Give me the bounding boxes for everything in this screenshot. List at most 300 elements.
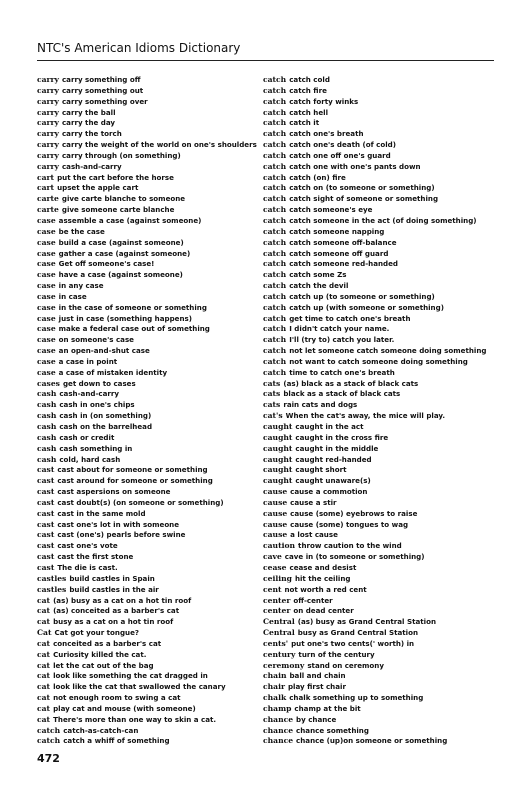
index-entry	[37, 455, 259, 466]
entry-headword: cease	[263, 562, 287, 572]
entry-phrase: gather a case (against someone)	[58, 248, 191, 258]
entry-phrase: catch one with one's pants down	[289, 161, 421, 171]
entry-headword: carry	[37, 107, 59, 117]
entry-phrase: Cat got your tongue?	[54, 628, 140, 638]
index-entry	[263, 736, 503, 747]
entry-phrase: not enough room to swing a cat	[53, 693, 181, 703]
index-entry	[263, 205, 503, 216]
index-entry	[263, 552, 503, 563]
entry-phrase: cast aspersions on someone	[57, 487, 171, 497]
entry-phrase: catch the devil	[289, 281, 349, 291]
entry-phrase: caught in the act	[295, 422, 364, 431]
entry-phrase: busy as a cat on a hot tin roof	[53, 617, 174, 627]
entry-headword: catch	[37, 736, 61, 746]
entry-headword: century	[263, 649, 296, 659]
entry-headword: catch	[263, 118, 287, 128]
index-entry	[37, 324, 259, 335]
entry-phrase: an open-and-shut case	[58, 346, 150, 356]
index-entry	[263, 455, 503, 466]
index-entry	[263, 97, 503, 108]
index-entry	[263, 314, 503, 325]
entry-headword: chance	[263, 725, 294, 735]
index-entry	[37, 444, 259, 455]
entry-phrase: give carte blanche to someone	[61, 194, 186, 204]
index-entry	[263, 671, 503, 682]
index-entry	[263, 606, 503, 617]
entry-headword: catch	[263, 140, 287, 150]
entry-phrase: catch someone napping	[289, 226, 385, 236]
entry-headword: cast	[37, 519, 55, 529]
entry-phrase: catch some Zs	[289, 270, 347, 280]
entry-phrase: cash or credit	[59, 432, 115, 442]
entry-phrase: not let someone catch someone doing something	[289, 346, 487, 356]
entry-phrase: cash something in	[59, 443, 133, 453]
index-entry	[37, 606, 259, 617]
entry-phrase: cause a stir	[290, 497, 337, 507]
entry-headword: carry	[37, 96, 59, 106]
entry-phrase: in any case	[58, 281, 104, 291]
index-entry	[37, 205, 259, 216]
entry-headword: cat	[37, 606, 51, 616]
entry-phrase: chance (up)on someone or something	[296, 736, 448, 746]
index-entry	[263, 129, 503, 140]
entry-phrase: catch-as-catch-can	[63, 725, 139, 735]
entry-headword: carry	[37, 75, 59, 84]
index-entry	[263, 498, 503, 509]
index-entry	[37, 736, 259, 747]
entry-phrase: catch sight of someone or something	[289, 194, 439, 204]
entry-headword: catch	[263, 150, 287, 160]
entry-headword: center	[263, 606, 291, 616]
left-column	[37, 75, 259, 747]
index-entry	[263, 650, 503, 661]
index-entry	[263, 520, 503, 531]
entry-phrase: carry something off	[61, 75, 141, 84]
entry-phrase: cold, hard cash	[59, 454, 121, 464]
entry-headword: cast	[37, 508, 55, 518]
entry-headword: caught	[263, 422, 293, 431]
entry-phrase: on dead center	[293, 606, 354, 616]
entry-headword: caught	[263, 465, 293, 475]
index-entry	[37, 726, 259, 737]
index-entry	[37, 238, 259, 249]
entry-phrase: cast in the same mold	[57, 508, 146, 518]
entry-phrase: build castles in the air	[69, 584, 159, 594]
entry-phrase: get down to cases	[62, 378, 136, 388]
entry-headword: case	[37, 226, 56, 236]
entry-phrase: hit the ceiling	[294, 573, 351, 583]
entry-phrase: catch on (to someone or something)	[289, 183, 435, 193]
entry-phrase: put one's two cents(' worth) in	[291, 638, 415, 648]
entry-phrase: catch fire	[289, 85, 327, 95]
index-entry	[263, 465, 503, 476]
entry-phrase: conceited as a barber's cat	[53, 638, 162, 648]
entry-headword: chance	[263, 736, 294, 746]
entry-phrase: catch it	[289, 118, 320, 128]
entry-headword: catch	[263, 335, 287, 345]
entry-headword: caught	[263, 476, 293, 486]
entry-headword: catch	[263, 85, 287, 95]
entry-headword: caught	[263, 443, 293, 453]
entry-phrase: look like the cat that swallowed the canary	[53, 682, 226, 692]
entry-phrase: cast the first stone	[57, 552, 134, 562]
entry-headword: catch	[263, 259, 287, 269]
entry-headword: case	[37, 302, 56, 312]
index-entry	[263, 249, 503, 260]
entry-headword: catch	[263, 248, 287, 258]
index-entry	[263, 368, 503, 379]
entry-headword: cause	[263, 487, 288, 497]
index-entry	[263, 346, 503, 357]
entry-headword: caught	[263, 454, 293, 464]
index-entry	[37, 129, 259, 140]
index-entry	[263, 281, 503, 292]
index-entry	[37, 216, 259, 227]
entry-phrase: assemble a case (against someone)	[58, 215, 202, 225]
entry-headword: case	[37, 281, 56, 291]
entry-phrase: catch forty winks	[289, 96, 359, 106]
entry-phrase: cast (one's) pearls before swine	[57, 530, 186, 540]
entry-phrase: turn of the century	[298, 649, 375, 659]
entry-phrase: carry the weight of the world on one's shoulders	[61, 140, 257, 150]
index-entry	[263, 183, 503, 194]
entry-headword: cat	[37, 714, 51, 724]
entry-phrase: Get off someone's case!	[58, 259, 155, 269]
entry-headword: carte	[37, 194, 59, 204]
index-entry	[263, 726, 503, 737]
entry-headword: cash	[37, 422, 57, 431]
index-entry	[37, 140, 259, 151]
entry-phrase: carry through (on something)	[61, 150, 181, 160]
entry-phrase: time to catch one's breath	[289, 367, 395, 377]
entry-headword: cat	[37, 595, 51, 605]
entry-phrase: caught in the cross fire	[295, 432, 389, 442]
entry-phrase: by chance	[296, 714, 337, 724]
index-entry	[263, 140, 503, 151]
index-entry	[263, 379, 503, 390]
entry-phrase: carry something out	[61, 85, 144, 95]
entry-phrase: busy as Grand Central Station	[297, 628, 419, 638]
index-entry	[37, 303, 259, 314]
index-entry	[263, 411, 503, 422]
entry-headword: Central	[263, 628, 295, 638]
entry-phrase: When the cat's away, the mice will play.	[285, 411, 446, 421]
entry-phrase: make a federal case out of something	[58, 324, 210, 334]
entry-headword: case	[37, 356, 56, 366]
index-entry	[37, 292, 259, 303]
entry-headword: case	[37, 259, 56, 269]
entry-headword: case	[37, 335, 56, 345]
index-entry	[37, 368, 259, 379]
entry-headword: carry	[37, 85, 59, 95]
entry-phrase: in case	[58, 291, 87, 301]
entry-headword: catch	[263, 172, 287, 182]
index-entry	[37, 411, 259, 422]
index-entry	[263, 324, 503, 335]
entry-phrase: not want to catch someone doing something	[289, 356, 468, 366]
entry-headword: catch	[263, 346, 287, 356]
entry-headword: champ	[263, 703, 292, 713]
index-entry	[263, 530, 503, 541]
entry-phrase: caught short	[295, 465, 347, 475]
entry-headword: cats	[263, 400, 281, 410]
entry-headword: cast	[37, 487, 55, 497]
entry-headword: cat	[37, 649, 51, 659]
entry-headword: carry	[37, 118, 59, 128]
entry-headword: carry	[37, 140, 59, 150]
running-header: NTC's American Idioms Dictionary	[37, 41, 241, 55]
index-entry	[37, 249, 259, 260]
entry-phrase: (as) conceited as a barber's cat	[53, 606, 180, 616]
entry-phrase: cause (some) eyebrows to raise	[290, 508, 418, 518]
entry-phrase: carry the ball	[61, 107, 116, 117]
index-entry	[37, 671, 259, 682]
index-entry	[263, 715, 503, 726]
index-entry	[263, 227, 503, 238]
entry-headword: cat	[37, 693, 51, 703]
entry-phrase: just in case (something happens)	[58, 313, 192, 323]
entry-phrase: stand on ceremony	[307, 660, 384, 670]
index-entry	[263, 509, 503, 520]
entry-phrase: off-center	[293, 595, 333, 605]
entry-phrase: carry something over	[61, 96, 148, 106]
entry-phrase: upset the apple cart	[57, 183, 139, 193]
entry-phrase: play cat and mouse (with someone)	[53, 703, 196, 713]
index-entry	[263, 628, 503, 639]
entry-headword: catch	[263, 302, 287, 312]
entry-phrase: ball and chain	[289, 671, 346, 681]
index-entry	[263, 693, 503, 704]
entry-headword: cases	[37, 378, 60, 388]
entry-headword: carry	[37, 161, 59, 171]
entry-headword: cent	[263, 584, 282, 594]
index-entry	[263, 389, 503, 400]
entry-headword: catch	[263, 215, 287, 225]
entry-phrase: chalk something up to something	[289, 693, 424, 703]
index-entry	[263, 216, 503, 227]
index-entry	[37, 335, 259, 346]
entry-headword: catch	[263, 237, 287, 247]
index-entry	[37, 498, 259, 509]
entry-headword: cash	[37, 443, 57, 453]
index-entry	[37, 541, 259, 552]
entry-headword: cents'	[263, 638, 289, 648]
entry-headword: cash	[37, 400, 57, 410]
index-entry	[37, 389, 259, 400]
entry-headword: case	[37, 346, 56, 356]
entry-phrase: chance something	[296, 725, 369, 735]
entry-headword: chalk	[263, 693, 287, 703]
entry-phrase: be the case	[58, 226, 105, 236]
index-entry	[37, 487, 259, 498]
entry-headword: case	[37, 291, 56, 301]
entry-phrase: cause (some) tongues to wag	[290, 519, 409, 529]
entry-headword: ceremony	[263, 660, 305, 670]
index-entry	[37, 194, 259, 205]
entry-phrase: look like something the cat dragged in	[53, 671, 208, 681]
entry-headword: cash	[37, 432, 57, 442]
entry-headword: Cat	[37, 628, 52, 638]
entry-headword: catch	[263, 324, 287, 334]
entry-headword: carte	[37, 205, 59, 215]
entry-headword: cast	[37, 465, 55, 475]
entry-phrase: I didn't catch your name.	[289, 324, 390, 334]
entry-phrase: catch someone off guard	[289, 248, 389, 258]
entry-phrase: put the cart before the horse	[57, 172, 174, 182]
index-entry	[37, 661, 259, 672]
entry-phrase: cash in (on something)	[59, 411, 152, 421]
entry-phrase: black as a stack of black cats	[283, 389, 401, 399]
index-entry	[37, 704, 259, 715]
entry-phrase: catch one off one's guard	[289, 150, 391, 160]
entry-phrase: give someone carte blanche	[61, 205, 175, 215]
index-entry	[37, 617, 259, 628]
index-entry	[37, 183, 259, 194]
entry-headword: chair	[263, 682, 285, 692]
entry-headword: catch	[263, 281, 287, 291]
index-entry	[263, 259, 503, 270]
index-entry	[263, 118, 503, 129]
entry-phrase: throw caution to the wind	[298, 541, 402, 551]
entry-headword: cause	[263, 508, 288, 518]
index-entry	[263, 541, 503, 552]
entry-phrase: The die is cast.	[57, 562, 118, 572]
index-entry	[263, 585, 503, 596]
entry-headword: cart	[37, 183, 55, 193]
entry-phrase: catch up (to someone or something)	[289, 291, 435, 301]
entry-headword: case	[37, 270, 56, 280]
entry-phrase: catch hell	[289, 107, 329, 117]
entry-headword: carry	[37, 129, 59, 139]
entry-phrase: build castles in Spain	[69, 573, 155, 583]
index-entry	[263, 173, 503, 184]
entry-phrase: I'll (try to) catch you later.	[289, 335, 395, 345]
entry-phrase: champ at the bit	[294, 703, 361, 713]
entry-phrase: cast about for someone or something	[57, 465, 208, 475]
index-entry	[263, 617, 503, 628]
entry-phrase: play first chair	[287, 682, 346, 692]
index-entry	[37, 509, 259, 520]
entry-headword: catch	[263, 226, 287, 236]
entry-phrase: get time to catch one's breath	[289, 313, 411, 323]
entry-headword: catch	[263, 270, 287, 280]
index-entry	[37, 476, 259, 487]
index-entry	[263, 357, 503, 368]
entry-headword: cast	[37, 562, 55, 572]
index-entry	[37, 433, 259, 444]
entry-headword: case	[37, 313, 56, 323]
index-entry	[263, 238, 503, 249]
entry-headword: cash	[37, 389, 57, 399]
index-entry	[263, 682, 503, 693]
index-entry	[263, 270, 503, 281]
entry-headword: cats	[263, 389, 281, 399]
index-entry	[37, 281, 259, 292]
entry-headword: carry	[37, 150, 59, 160]
index-entry	[263, 194, 503, 205]
entry-phrase: build a case (against someone)	[58, 237, 184, 247]
index-entry	[37, 400, 259, 411]
entry-phrase: caught red-handed	[295, 454, 372, 464]
entry-headword: case	[37, 215, 56, 225]
entry-phrase: Curiosity killed the cat.	[53, 649, 147, 659]
entry-headword: case	[37, 248, 56, 258]
index-entry	[263, 151, 503, 162]
index-entry	[37, 151, 259, 162]
entry-headword: cat's	[263, 411, 283, 421]
index-entry	[263, 433, 503, 444]
entry-headword: Central	[263, 617, 295, 627]
index-entry	[263, 335, 503, 346]
entry-phrase: let the cat out of the bag	[53, 660, 154, 670]
entry-headword: cart	[37, 172, 55, 182]
entry-headword: cash	[37, 411, 57, 421]
entry-headword: cat	[37, 660, 51, 670]
entry-phrase: catch someone off-balance	[289, 237, 397, 247]
entry-phrase: cast one's vote	[57, 541, 118, 551]
entry-phrase: cash-and-carry	[61, 161, 122, 171]
index-entry	[37, 585, 259, 596]
index-entry	[37, 574, 259, 585]
entry-phrase: cash on the barrelhead	[59, 422, 153, 431]
entry-headword: catch	[263, 183, 287, 193]
index-entry	[37, 650, 259, 661]
entry-phrase: catch one's breath	[289, 129, 364, 139]
entry-phrase: cast around for someone or something	[57, 476, 213, 486]
entry-headword: catch	[263, 161, 287, 171]
index-entry	[37, 75, 259, 86]
index-entry	[37, 173, 259, 184]
entry-phrase: catch someone red-handed	[289, 259, 398, 269]
entry-phrase: carry the day	[61, 118, 116, 128]
entry-headword: catch	[263, 75, 287, 84]
entry-phrase: a case of mistaken identity	[58, 367, 168, 377]
entry-phrase: (as) busy as a cat on a hot tin roof	[53, 595, 192, 605]
entry-phrase: cease and desist	[289, 562, 357, 572]
page-number: 472	[37, 752, 60, 765]
entry-headword: caution	[263, 541, 296, 551]
index-entry	[263, 574, 503, 585]
entry-headword: cast	[37, 530, 55, 540]
index-entry	[37, 422, 259, 433]
entry-headword: catch	[263, 107, 287, 117]
entry-headword: catch	[263, 291, 287, 301]
index-entry	[263, 108, 503, 119]
entry-headword: castles	[37, 573, 67, 583]
index-entry	[37, 227, 259, 238]
index-entry	[263, 303, 503, 314]
entry-phrase: a lost cause	[290, 530, 338, 540]
index-entry	[37, 628, 259, 639]
entry-phrase: catch someone in the act (of doing something)	[289, 215, 477, 225]
entry-headword: case	[37, 324, 56, 334]
entry-headword: cast	[37, 541, 55, 551]
entry-headword: case	[37, 367, 56, 377]
index-entry	[37, 596, 259, 607]
entry-headword: cats	[263, 378, 281, 388]
index-entry	[263, 422, 503, 433]
index-entry	[37, 108, 259, 119]
index-entry	[37, 314, 259, 325]
entry-headword: cat	[37, 703, 51, 713]
index-entry	[37, 715, 259, 726]
entry-headword: cause	[263, 519, 288, 529]
entry-phrase: catch cold	[289, 75, 330, 84]
entry-phrase: catch one's death (of cold)	[289, 140, 396, 150]
entry-headword: catch	[263, 205, 287, 215]
entry-phrase: on someone's case	[58, 335, 134, 345]
entry-headword: cast	[37, 497, 55, 507]
